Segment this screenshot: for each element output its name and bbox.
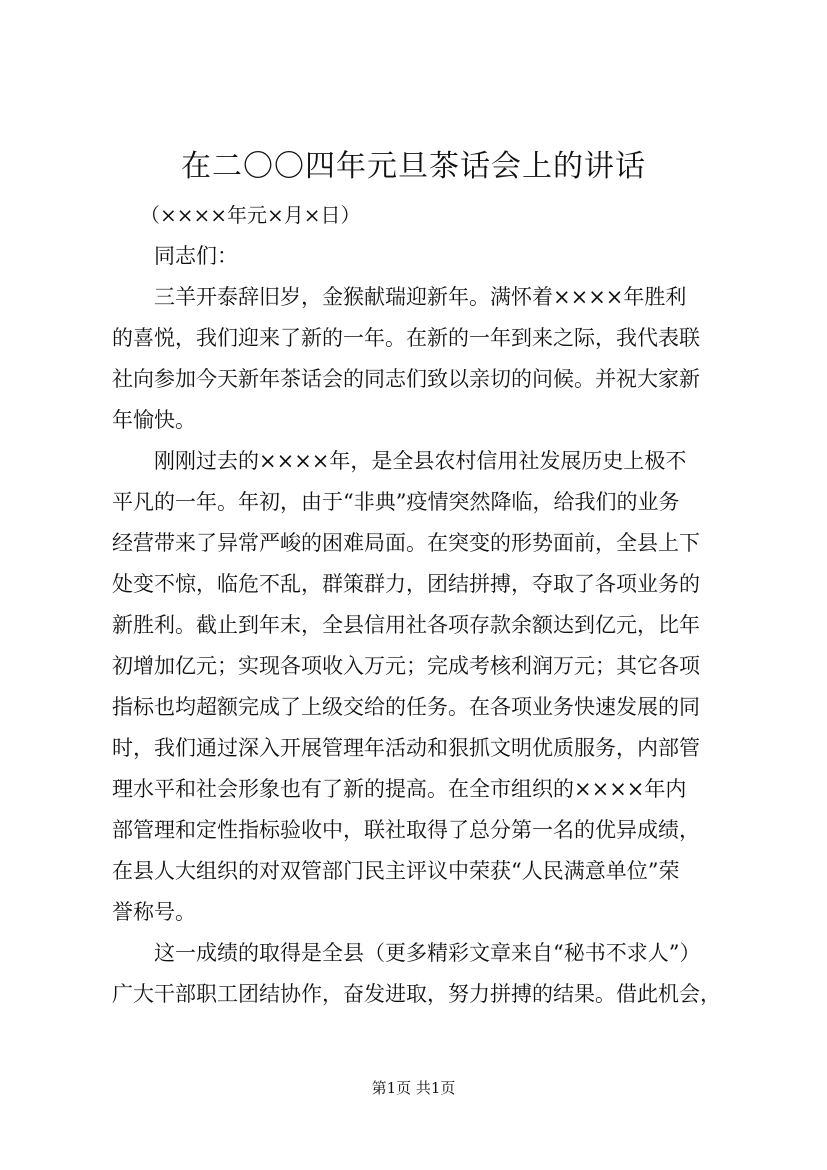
paragraph-1 — [112, 277, 724, 441]
paragraph-line: 理水平和社会形象也有了新的提高。在全市组织的××××年内 — [112, 777, 687, 801]
paragraph-line: 三羊开泰辞旧岁，金猴献瑞迎新年。满怀着××××年胜利 — [154, 285, 687, 309]
paragraph-line: 部管理和定性指标验收中，联社取得了总分第一名的优异成绩， — [112, 818, 700, 842]
salutation: 同志们： — [154, 244, 238, 268]
paragraph-line: 社向参加今天新年茶话会的同志们致以亲切的问候。并祝大家新 — [112, 367, 700, 391]
document-body — [112, 236, 724, 1015]
paragraph-line: 在县人大组织的对双管部门民主评议中荣获“人民满意单位”荣 — [112, 859, 680, 883]
paragraph-line: 刚刚过去的××××年，是全县农村信用社发展历史上极不 — [154, 449, 687, 473]
page-footer: 第1页 共1页 — [371, 1079, 456, 1097]
paragraph-line: 年愉快。 — [112, 408, 196, 432]
paragraph-3 — [112, 933, 724, 1015]
paragraph-line: 新胜利。截止到年末，全县信用社各项存款余额达到亿元，比年 — [112, 613, 700, 637]
paragraph-line: 经营带来了异常严峻的困难局面。在突变的形势面前，全县上下 — [112, 531, 700, 555]
paragraph-line: 处变不惊，临危不乱，群策群力，团结拼搏，夺取了各项业务的 — [112, 572, 700, 596]
paragraph-line: 平凡的一年。年初，由于“非典”疫情突然降临，给我们的业务 — [112, 490, 680, 514]
paragraph-line: 这一成绩的取得是全县（更多精彩文章来自“秘书不求人”） — [154, 941, 701, 965]
paragraph-line: 誉称号。 — [112, 900, 196, 924]
document-date: （××××年元×月×日） — [140, 203, 361, 227]
paragraph-2 — [112, 441, 724, 933]
paragraph-line: 初增加亿元；实现各项收入万元；完成考核利润万元；其它各项 — [112, 654, 700, 678]
paragraph-line: 指标也均超额完成了上级交给的任务。在各项业务快速发展的同 — [112, 695, 700, 719]
document-title: 在二〇〇四年元旦茶话会上的讲话 — [181, 149, 646, 184]
paragraph-line: 广大干部职工团结协作，奋发进取，努力拼搏的结果。借此机会， — [112, 982, 721, 1006]
paragraph-line: 时，我们通过深入开展管理年活动和狠抓文明优质服务，内部管 — [112, 736, 700, 760]
paragraph-line: 的喜悦，我们迎来了新的一年。在新的一年到来之际，我代表联 — [112, 326, 700, 350]
